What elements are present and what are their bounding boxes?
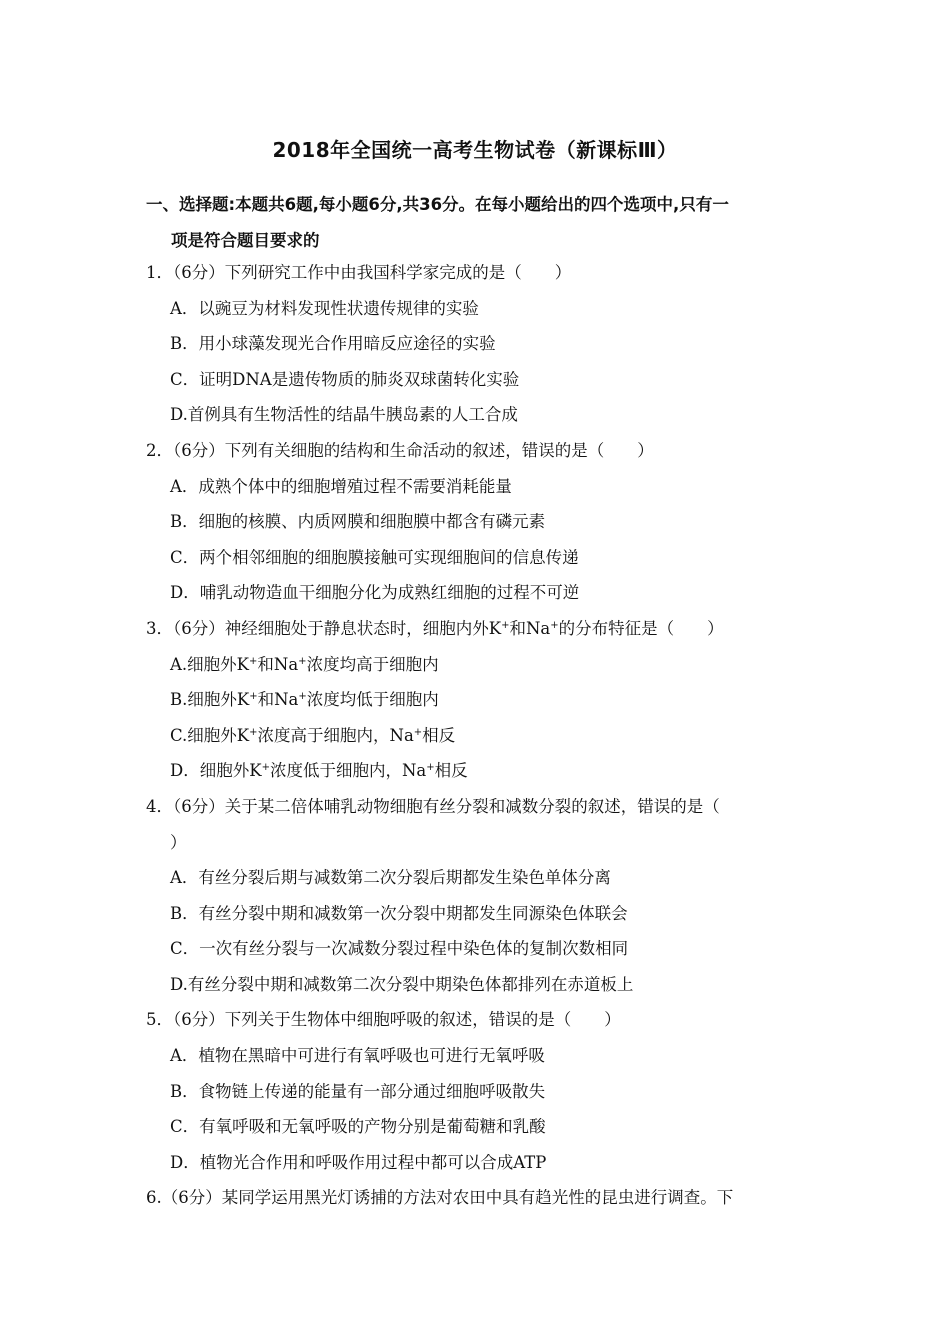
question-1-option-d: D.首例具有生物活性的结晶牛胰岛素的人工合成 — [170, 405, 518, 425]
superscript-plus: + — [298, 691, 307, 703]
question-5-option-c: C．有氧呼吸和无氧呼吸的产物分别是葡萄糖和乳酸 — [170, 1117, 546, 1137]
superscript-plus: + — [249, 655, 258, 667]
question-2-option-d: D．哺乳动物造血干细胞分化为成熟红细胞的过程不可逆 — [170, 583, 580, 603]
question-6-stem: 6.（6分）某同学运用黑光灯诱捕的方法对农田中具有趋光性的昆虫进行调查。下 — [146, 1188, 734, 1208]
question-5-option-b: B．食物链上传递的能量有一部分通过细胞呼吸散失 — [170, 1081, 546, 1101]
option-text: A.细胞外K — [170, 654, 249, 674]
question-5-option-a: A．植物在黑暗中可进行有氧呼吸也可进行无氧呼吸 — [170, 1046, 545, 1066]
question-3-stem-part: 的分布特征是（ ） — [558, 618, 724, 638]
question-5-option-d: D．植物光合作用和呼吸作用过程中都可以合成ATP — [170, 1152, 547, 1172]
superscript-plus: + — [298, 655, 307, 667]
question-1-option-c: C．证明DNA是遗传物质的肺炎双球菌转化实验 — [170, 369, 520, 389]
option-text: 和Na — [257, 654, 299, 674]
question-4-option-c: C．一次有丝分裂与一次减数分裂过程中染色体的复制次数相同 — [170, 939, 629, 959]
option-text: 相反 — [434, 761, 468, 781]
question-3-option-a — [146, 647, 814, 683]
option-text: 相反 — [422, 725, 456, 745]
question-2-option-b: B．细胞的核膜、内质网膜和细胞膜中都含有磷元素 — [170, 512, 546, 532]
question-1-option-b: B．用小球藻发现光合作用暗反应途径的实验 — [170, 334, 496, 354]
question-4-option-b: B．有丝分裂中期和减数第一次分裂中期都发生同源染色体联会 — [170, 903, 628, 923]
superscript-plus: + — [550, 619, 559, 631]
question-4-option-a: A．有丝分裂后期与减数第二次分裂后期都发生染色单体分离 — [170, 868, 611, 888]
question-1-option-a: A．以豌豆为材料发现性状遗传规律的实验 — [170, 298, 479, 318]
superscript-plus: + — [501, 619, 510, 631]
question-list — [146, 255, 814, 1216]
superscript-plus: + — [426, 762, 435, 774]
superscript-plus: + — [261, 762, 270, 774]
question-1-stem: 1．（6分）下列研究工作中由我国科学家完成的是（ ） — [146, 263, 572, 282]
exam-title: 2018年全国统一高考生物试卷（新课标Ⅲ） — [272, 138, 678, 162]
superscript-plus: + — [249, 691, 258, 703]
question-2-stem: 2．（6分）下列有关细胞的结构和生命活动的叙述，错误的是（ ） — [146, 440, 654, 460]
superscript-plus: + — [249, 726, 258, 738]
question-5-stem: 5．（6分）下列关于生物体中细胞呼吸的叙述，错误的是（ ） — [146, 1010, 621, 1030]
superscript-plus: + — [413, 726, 423, 738]
question-4-stem: 4．（6分）关于某二倍体哺乳动物细胞有丝分裂和减数分裂的叙述，错误的是（ — [146, 796, 720, 816]
section-heading-line-2: 项是符合题目要求的 — [171, 231, 320, 250]
question-3-option-d — [146, 753, 814, 789]
section-heading-line-1: 一、选择题:本题共6题,每小题6分,共36分。在每小题给出的四个选项中,只有一 — [146, 195, 729, 214]
option-text: 浓度均高于细胞内 — [306, 654, 439, 674]
question-4-option-d: D.有丝分裂中期和减数第二次分裂中期染色体都排列在赤道板上 — [170, 974, 634, 994]
question-3-stem — [146, 611, 814, 647]
question-3-stem-part: 和Na — [509, 618, 551, 638]
option-text: C.细胞外K — [170, 725, 250, 745]
option-text: 浓度低于细胞内，Na — [269, 761, 427, 781]
question-3-option-c — [146, 718, 814, 754]
question-3-option-b — [146, 682, 814, 718]
question-3-stem-part: 3．（6分）神经细胞处于静息状态时，细胞内外K — [146, 618, 502, 638]
section-heading — [146, 187, 816, 259]
option-text: 浓度高于细胞内，Na — [257, 725, 414, 745]
question-2-option-a: A．成熟个体中的细胞增殖过程不需要消耗能量 — [170, 476, 512, 496]
option-text: 浓度均低于细胞内 — [306, 690, 439, 710]
option-text: D．细胞外K — [170, 761, 262, 781]
option-text: B.细胞外K — [170, 690, 250, 710]
option-text: 和Na — [257, 690, 299, 710]
question-2-option-c: C．两个相邻细胞的细胞膜接触可实现细胞间的信息传递 — [170, 547, 579, 567]
question-4-stem-continued: ） — [170, 832, 187, 852]
